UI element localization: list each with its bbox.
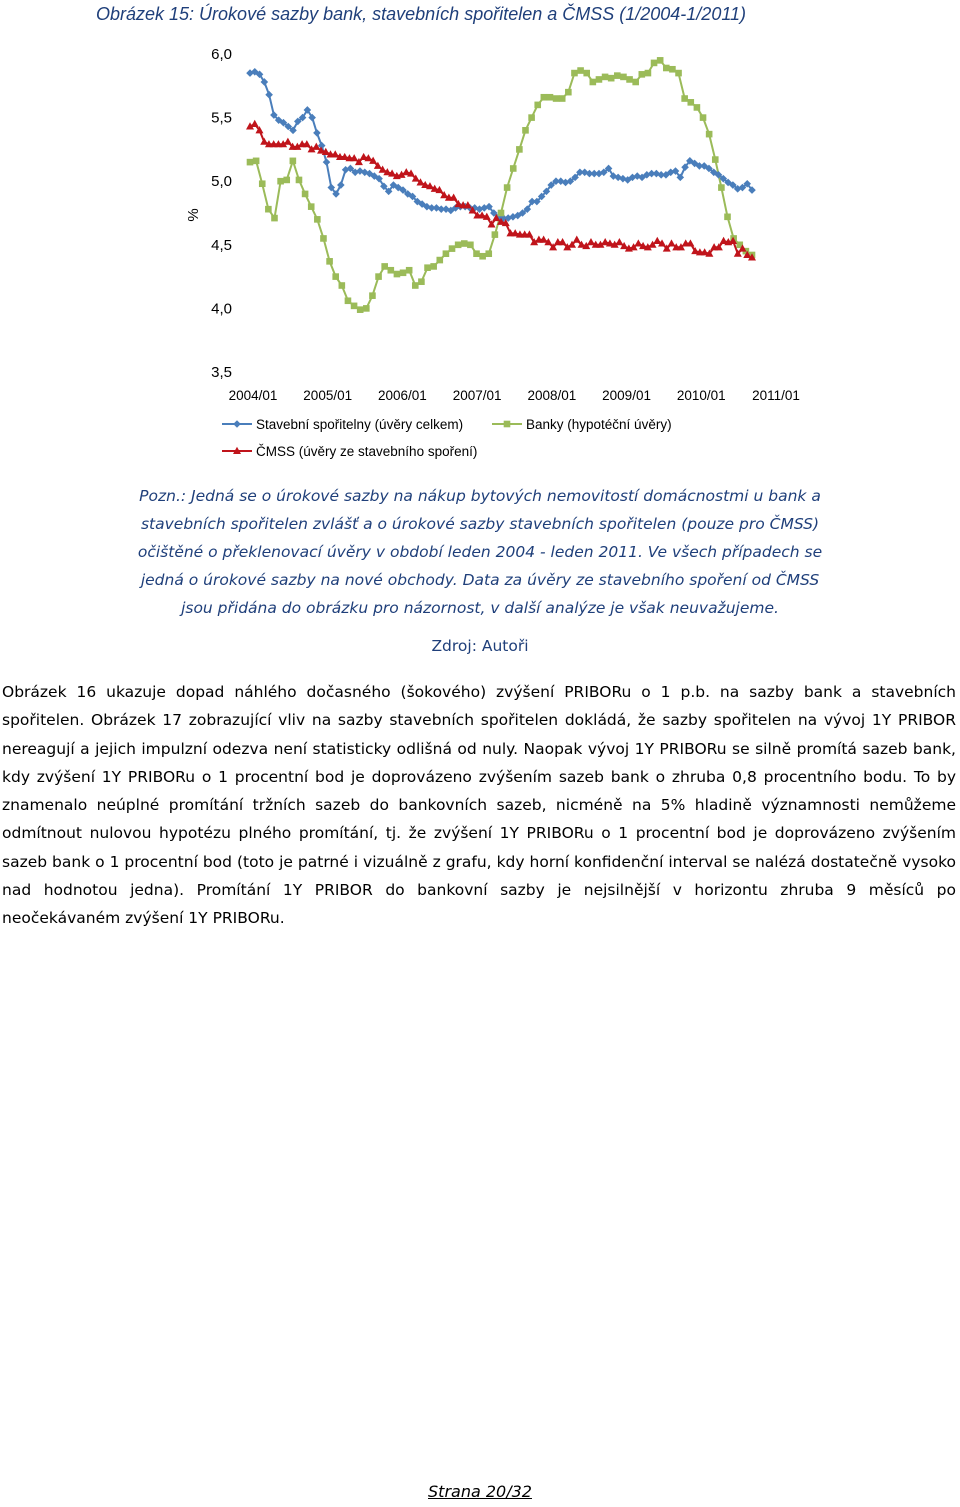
x-tick-label: 2008/01 xyxy=(527,388,577,403)
note-line: Pozn.: Jedná se o úrokové sazby na nákup bytových nemovitostí domácnostmi u bank a xyxy=(139,487,821,505)
data-point xyxy=(302,191,309,198)
data-point xyxy=(615,238,623,245)
data-point xyxy=(467,242,474,249)
data-point xyxy=(339,282,346,289)
data-point xyxy=(400,269,407,276)
data-point xyxy=(265,206,272,213)
data-point xyxy=(639,71,646,78)
data-point xyxy=(706,131,713,138)
data-point xyxy=(320,235,327,242)
data-point xyxy=(277,178,284,185)
data-point xyxy=(492,231,499,238)
legend-label: ČMSS (úvěry ze stavebního spoření) xyxy=(256,444,478,459)
series-line xyxy=(250,72,752,218)
data-point xyxy=(681,95,688,102)
data-point xyxy=(345,297,352,304)
data-point xyxy=(667,239,675,246)
data-point xyxy=(436,257,443,264)
series-lines xyxy=(250,60,752,309)
y-tick-label: 5,5 xyxy=(211,109,232,127)
data-point xyxy=(337,181,345,189)
data-point xyxy=(332,273,339,280)
data-point xyxy=(522,127,529,134)
data-point xyxy=(632,79,639,86)
data-point xyxy=(528,114,535,121)
data-point xyxy=(449,245,456,252)
data-point xyxy=(534,102,541,109)
data-point xyxy=(251,120,259,127)
y-axis-tick-labels xyxy=(211,46,232,381)
data-point xyxy=(271,215,278,222)
y-tick-label: 5,0 xyxy=(211,173,232,191)
data-point xyxy=(308,203,315,210)
data-point xyxy=(724,214,731,221)
data-point xyxy=(626,76,633,83)
data-point xyxy=(687,99,694,106)
data-point xyxy=(504,184,511,191)
data-point xyxy=(375,273,382,280)
data-point xyxy=(265,91,273,99)
y-tick-label: 6,0 xyxy=(211,46,232,63)
x-tick-label: 2011/01 xyxy=(752,388,800,403)
x-tick-label: 2010/01 xyxy=(676,388,726,403)
data-point xyxy=(443,250,450,257)
figure-source: Zdroj: Autoři xyxy=(431,637,529,655)
series-line xyxy=(250,60,752,309)
data-point xyxy=(430,263,437,270)
data-point xyxy=(571,70,578,77)
data-point xyxy=(541,94,548,101)
data-point xyxy=(577,67,584,74)
note-line: stavebních spořitelen zvlášť a o úrokové sazby stavebních spořitelen (pouze pro ČMSS) xyxy=(140,515,819,533)
data-point xyxy=(565,89,572,96)
data-point xyxy=(675,70,682,77)
data-point xyxy=(259,180,266,187)
data-point xyxy=(461,240,468,247)
data-point xyxy=(424,264,431,271)
data-point xyxy=(498,210,505,217)
data-point xyxy=(559,95,566,102)
data-point xyxy=(290,158,297,165)
x-tick-label: 2007/01 xyxy=(452,388,502,403)
y-tick-label: 4,0 xyxy=(211,300,232,318)
data-point xyxy=(553,95,560,102)
data-point xyxy=(369,292,376,299)
data-point xyxy=(323,158,331,166)
x-tick-label: 2004/01 xyxy=(228,388,278,403)
chart-legend xyxy=(222,417,672,459)
data-point xyxy=(473,250,480,257)
data-point xyxy=(479,253,486,260)
page-footer xyxy=(0,1482,960,1501)
data-point xyxy=(313,129,321,137)
data-point xyxy=(247,159,254,166)
data-point xyxy=(381,263,388,270)
x-axis-tick-labels xyxy=(229,388,800,403)
note-line: očištěné o překlenovací úvěry v období leden 2004 - leden 2011. Ve všech případech se xyxy=(137,543,823,561)
data-point xyxy=(657,57,664,64)
data-point xyxy=(314,216,321,223)
y-tick-label: 3,5 xyxy=(211,364,232,381)
data-point xyxy=(394,271,401,278)
series-markers xyxy=(246,57,756,313)
x-tick-label: 2005/01 xyxy=(303,388,353,403)
data-point xyxy=(583,70,590,77)
data-point xyxy=(253,158,260,165)
y-axis-label: % xyxy=(185,208,202,222)
data-point xyxy=(712,156,719,163)
figure-title: Obrázek 15: Úrokové sazby bank, stavebních spořitelen a ČMSS (1/2004-1/2011) xyxy=(96,4,747,24)
data-point xyxy=(663,65,670,72)
data-point xyxy=(326,258,333,265)
data-point xyxy=(296,177,303,184)
data-point xyxy=(351,303,358,310)
legend-marker xyxy=(504,421,511,428)
data-point xyxy=(363,305,370,312)
data-point xyxy=(614,72,621,79)
legend-marker xyxy=(233,420,241,428)
x-tick-label: 2009/01 xyxy=(602,388,651,403)
data-point xyxy=(455,242,462,249)
data-point xyxy=(718,184,725,191)
data-point xyxy=(388,267,395,274)
legend-label: Stavební spořitelny (úvěry celkem) xyxy=(256,417,464,432)
data-point xyxy=(651,60,658,67)
data-point xyxy=(645,70,652,77)
data-point xyxy=(485,250,492,257)
note-line: jsou přidána do obrázku pro názornost, v další analýze je však neuvažujeme. xyxy=(181,599,779,617)
note-line: jedná o úrokové sazby na nové obchody. Data za úvěry ze stavebního spoření od ČMSS xyxy=(140,571,820,589)
data-point xyxy=(608,75,615,82)
x-tick-label: 2006/01 xyxy=(378,388,427,403)
data-point xyxy=(547,94,554,101)
legend-label: Banky (hypotéční úvěry) xyxy=(526,417,672,432)
data-point xyxy=(412,282,419,289)
data-point xyxy=(573,236,581,243)
data-point xyxy=(700,114,707,121)
data-point xyxy=(283,177,290,184)
data-point xyxy=(406,267,413,274)
data-point xyxy=(669,66,676,73)
data-point xyxy=(418,278,425,285)
figure-note xyxy=(40,482,920,622)
data-point xyxy=(510,165,517,172)
page-number: Strana 20/32 xyxy=(428,1482,532,1501)
data-point xyxy=(516,146,523,153)
data-point xyxy=(590,79,597,86)
data-point xyxy=(284,138,292,145)
data-point xyxy=(602,74,609,81)
interest-rate-chart xyxy=(0,30,960,460)
body-paragraph: Obrázek 16 ukazuje dopad náhlého dočasného (šokového) zvýšení PRIBORu o 1 p.b. na sazby bank a stavebních spořitelen. Obrázek 17 zobrazující vliv na sazby stavebních spořitelen dokládá, že sazby spořitelen na vývoj 1Y PRIBOR nereagují a jejich impulzní odezva není statisticky odlišná od nuly. Naopak vývoj 1Y PRIBORu se silně promítá sazeb bank, kdy zvýšení 1Y PRIBORu o 1 procentní bod je doprovázeno zvýšením sazeb bank o zhruba 0,8 procentního bodu. To by znamenalo neúplné promítání tržních sazeb do bankovních sazeb, nicméně na 5% hladině významnosti nemůžeme odmítnout nulovou hypotézu plného promítání, tj. že zvýšení 1Y PRIBORu o 1 procentní bod je doprovázeno zvýšením sazeb bank o 1 procentní bod (toto je patrné i vizuálně z grafu, kdy horní konfidenční interval se nalézá dostatečně vysoko nad hodnotou jedna). Promítání 1Y PRIBOR do bankovní sazby je nejsilnější v horizontu zhruba 9 měsíců po neočekávaném zvýšení 1Y PRIBORu. xyxy=(2,683,956,928)
data-point xyxy=(596,76,603,83)
data-point xyxy=(620,74,627,81)
data-point xyxy=(357,306,364,313)
y-tick-label: 4,5 xyxy=(211,236,232,254)
data-point xyxy=(694,104,701,111)
